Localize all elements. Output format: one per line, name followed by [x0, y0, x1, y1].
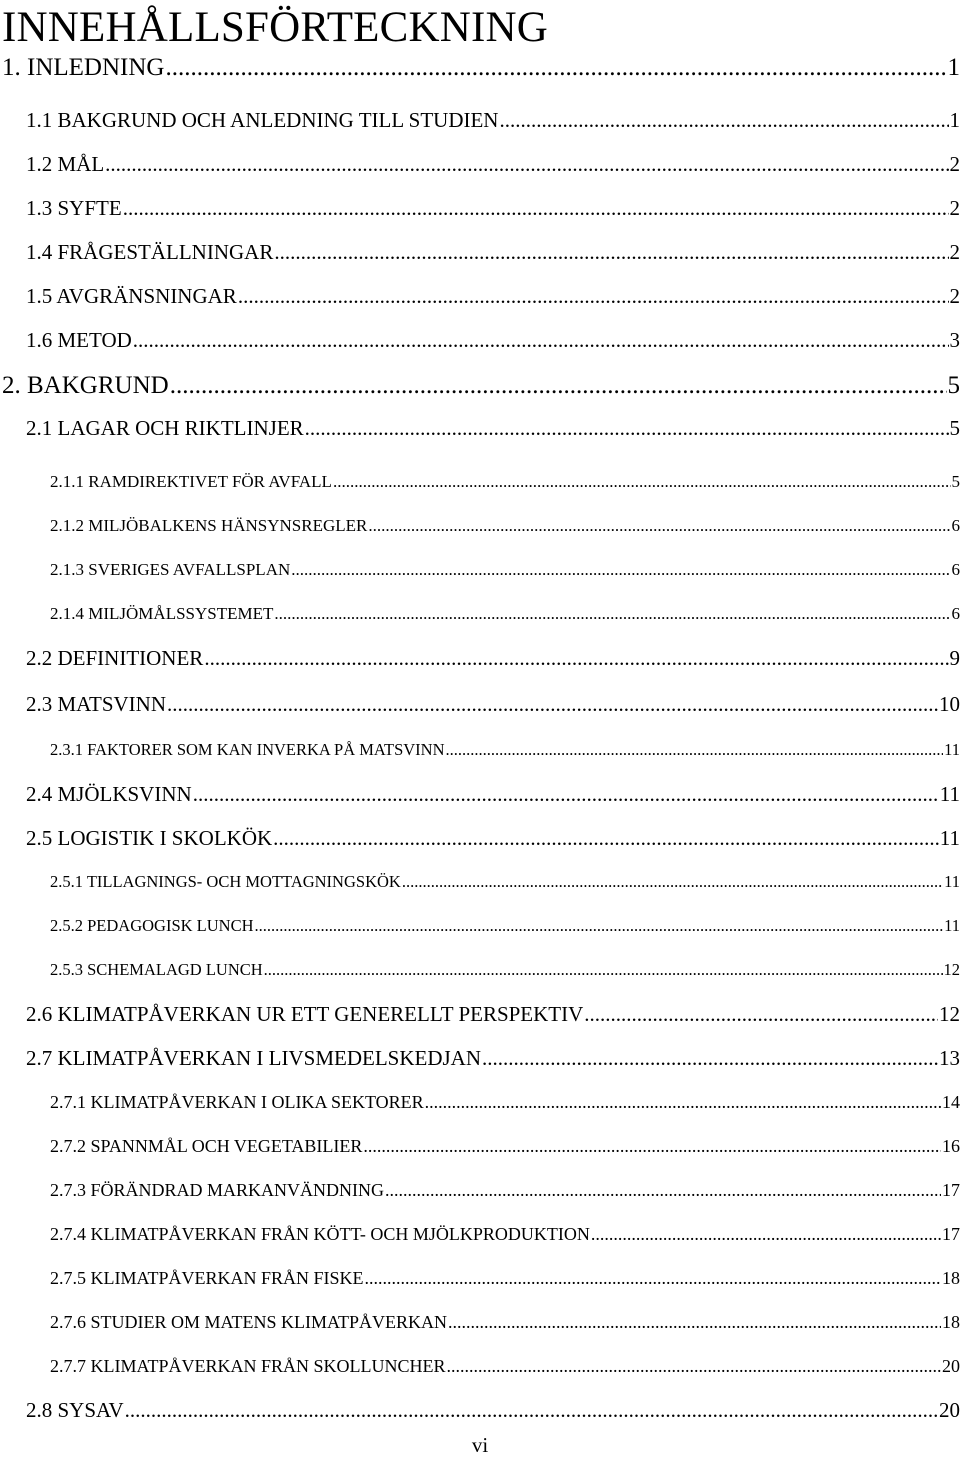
toc-leader-dots: [165, 54, 946, 82]
toc-entry-label: 2.5.1 TILLAGNINGS- OCH MOTTAGNINGSKÖK: [50, 872, 401, 892]
toc-entry[interactable]: [26, 692, 960, 717]
toc-leader-dots: [125, 1398, 938, 1423]
toc-leader-dots: [273, 826, 939, 851]
toc-entry[interactable]: [2, 372, 960, 400]
toc-leader-dots: [448, 1312, 941, 1333]
toc-leader-dots: [368, 516, 950, 536]
toc-entry-page: 11: [944, 872, 960, 892]
toc-leader-dots: [123, 196, 949, 221]
toc-entry-label: 1.4 FRÅGESTÄLLNINGAR: [26, 240, 273, 265]
toc-leader-dots: [447, 1356, 941, 1377]
toc-leader-dots: [238, 284, 949, 309]
toc-entry-label: 1.3 SYFTE: [26, 196, 122, 221]
toc-entry[interactable]: [50, 1180, 960, 1201]
toc-entry-label: 2.6 KLIMATPÅVERKAN UR ETT GENERELLT PERSPEKTIV: [26, 1002, 583, 1027]
toc-leader-dots: [482, 1046, 938, 1071]
toc-entry-label: 2.7 KLIMATPÅVERKAN I LIVSMEDELSKEDJAN: [26, 1046, 481, 1071]
toc-entry[interactable]: [26, 416, 960, 441]
toc-leader-dots: [133, 328, 949, 353]
toc-leader-dots: [385, 1180, 941, 1201]
toc-entry-page: 5: [950, 416, 960, 441]
toc-entry[interactable]: [50, 472, 960, 492]
toc-entry-label: 2.4 MJÖLKSVINN: [26, 782, 192, 807]
toc-entry[interactable]: [26, 284, 960, 309]
toc-entry-label: 1.1 BAKGRUND OCH ANLEDNING TILL STUDIEN: [26, 108, 498, 133]
toc-entry-page: 9: [950, 646, 960, 671]
toc-leader-dots: [264, 960, 943, 980]
toc-entry-label: 2.3 MATSVINN: [26, 692, 166, 717]
toc-leader-dots: [255, 916, 944, 936]
toc-entry[interactable]: [50, 1312, 960, 1333]
toc-entry-page: 13: [939, 1046, 960, 1071]
toc-entry-label: 2.3.1 FAKTORER SOM KAN INVERKA PÅ MATSVINN: [50, 740, 445, 760]
toc-entry[interactable]: [26, 646, 960, 671]
toc-entry[interactable]: [50, 604, 960, 624]
toc-entry[interactable]: [50, 516, 960, 536]
toc-leader-dots: [167, 692, 938, 717]
toc-entry-label: 1.5 AVGRÄNSNINGAR: [26, 284, 237, 309]
toc-leader-dots: [363, 1136, 941, 1157]
toc-entry-page: 11: [940, 782, 960, 807]
toc-entry[interactable]: [50, 560, 960, 580]
toc-leader-dots: [193, 782, 939, 807]
toc-leader-dots: [425, 1092, 941, 1113]
toc-entry-page: 10: [939, 692, 960, 717]
toc-entry[interactable]: [26, 1002, 960, 1027]
toc-entry-label: 2.5.2 PEDAGOGISK LUNCH: [50, 916, 254, 936]
toc-leader-dots: [333, 472, 951, 492]
toc-entry[interactable]: [2, 54, 960, 82]
toc-leader-dots: [291, 560, 950, 580]
toc-entry-label: 2.7.6 STUDIER OM MATENS KLIMATPÅVERKAN: [50, 1312, 447, 1333]
toc-entry-label: 2.1 LAGAR OCH RIKTLINJER: [26, 416, 304, 441]
toc-entry-label: 2.1.2 MILJÖBALKENS HÄNSYNSREGLER: [50, 516, 367, 536]
toc-entry-page: 11: [944, 740, 960, 760]
toc-entry[interactable]: [50, 872, 960, 892]
toc-entry-label: 2.5.3 SCHEMALAGD LUNCH: [50, 960, 263, 980]
toc-leader-dots: [402, 872, 943, 892]
toc-entry-label: 2.7.3 FÖRÄNDRAD MARKANVÄNDNING: [50, 1180, 384, 1201]
toc-entry-label: 2.5 LOGISTIK I SKOLKÖK: [26, 826, 272, 851]
toc-entry-page: 6: [952, 560, 960, 580]
toc-entry-page: 11: [940, 826, 960, 851]
toc-entry-label: 2.1.4 MILJÖMÅLSSYSTEMET: [50, 604, 273, 624]
toc-entry-label: 2. BAKGRUND: [2, 372, 169, 400]
toc-entry[interactable]: [50, 960, 960, 980]
toc-entry-page: 3: [950, 328, 960, 353]
toc-entry[interactable]: [26, 196, 960, 221]
toc-leader-dots: [274, 240, 948, 265]
toc-entry[interactable]: [26, 826, 960, 851]
toc-entry-page: 2: [950, 196, 960, 221]
page-number: vi: [0, 1434, 960, 1456]
toc-entry-page: 5: [952, 472, 960, 492]
toc-entry[interactable]: [50, 916, 960, 936]
toc-entry-page: 6: [952, 516, 960, 536]
toc-leader-dots: [204, 646, 948, 671]
toc-entry-page: 11: [944, 916, 960, 936]
toc-entry[interactable]: [50, 1136, 960, 1157]
toc-entry-label: 2.7.7 KLIMATPÅVERKAN FRÅN SKOLLUNCHER: [50, 1356, 446, 1377]
toc-entry-label: 1.6 METOD: [26, 328, 132, 353]
toc-entry-page: 1: [950, 108, 960, 133]
toc-entry[interactable]: [26, 240, 960, 265]
toc-entry-label: 2.7.1 KLIMATPÅVERKAN I OLIKA SEKTORER: [50, 1092, 424, 1113]
toc-leader-dots: [499, 108, 948, 133]
toc-entry-label: 2.2 DEFINITIONER: [26, 646, 203, 671]
toc-title: INNEHÅLLSFÖRTECKNING: [2, 4, 548, 52]
toc-leader-dots: [105, 152, 948, 177]
toc-entry-page: 2: [950, 240, 960, 265]
toc-entry[interactable]: [50, 1092, 960, 1113]
toc-leader-dots: [170, 372, 947, 400]
toc-entry-page: 18: [942, 1312, 960, 1333]
toc-entry-page: 20: [939, 1398, 960, 1423]
toc-entry-page: 18: [942, 1268, 960, 1289]
toc-entry-label: 2.8 SYSAV: [26, 1398, 124, 1423]
toc-leader-dots: [305, 416, 949, 441]
toc-leader-dots: [591, 1224, 941, 1245]
toc-entry[interactable]: [26, 152, 960, 177]
toc-entry-label: 2.7.4 KLIMATPÅVERKAN FRÅN KÖTT- OCH MJÖLKPRODUKTION: [50, 1224, 590, 1245]
toc-entry-page: 2: [950, 152, 960, 177]
toc-entry[interactable]: [50, 1356, 960, 1377]
toc-entry-page: 12: [939, 1002, 960, 1027]
toc-entry-label: 2.1.3 SVERIGES AVFALLSPLAN: [50, 560, 290, 580]
toc-leader-dots: [365, 1268, 941, 1289]
toc-entry[interactable]: [26, 108, 960, 133]
toc-entry-page: 17: [942, 1180, 960, 1201]
toc-entry[interactable]: [26, 1398, 960, 1423]
toc-entry[interactable]: [50, 740, 960, 760]
toc-entry[interactable]: [50, 1224, 960, 1245]
toc-entry-page: 6: [952, 604, 960, 624]
toc-leader-dots: [584, 1002, 938, 1027]
toc-leader-dots: [274, 604, 950, 624]
toc-entry-page: 1: [948, 54, 960, 82]
toc-entry-page: 2: [950, 284, 960, 309]
toc-entry[interactable]: [26, 1046, 960, 1071]
toc-entry-page: 14: [942, 1092, 960, 1113]
toc-entry-page: 16: [942, 1136, 960, 1157]
toc-entry-page: 20: [942, 1356, 960, 1377]
toc-entry-label: 2.1.1 RAMDIREKTIVET FÖR AVFALL: [50, 472, 332, 492]
toc-entry-label: 1. INLEDNING: [2, 54, 164, 82]
toc-entry[interactable]: [26, 782, 960, 807]
toc-entry-label: 1.2 MÅL: [26, 152, 104, 177]
toc-entry-label: 2.7.5 KLIMATPÅVERKAN FRÅN FISKE: [50, 1268, 364, 1289]
toc-entry-page: 12: [944, 960, 960, 980]
toc-entry[interactable]: [50, 1268, 960, 1289]
toc-leader-dots: [446, 740, 944, 760]
toc-entry[interactable]: [26, 328, 960, 353]
toc-entry-label: 2.7.2 SPANNMÅL OCH VEGETABILIER: [50, 1136, 362, 1157]
toc-entry-page: 5: [948, 372, 960, 400]
toc-entry-page: 17: [942, 1224, 960, 1245]
